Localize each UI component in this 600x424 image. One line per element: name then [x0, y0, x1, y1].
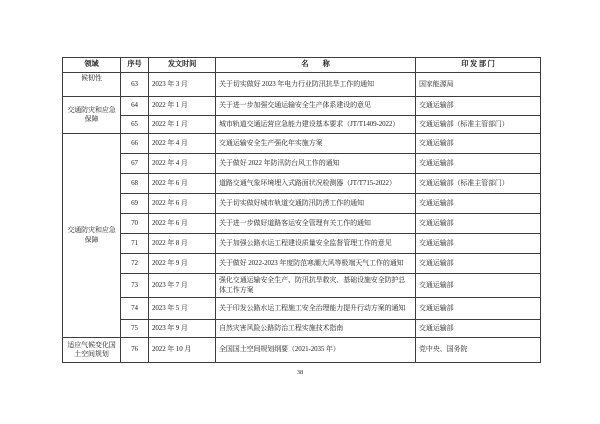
table-row [63, 97, 541, 116]
cell-no: 72 [121, 254, 149, 274]
cell-name: 关于印发公路水运工程施工安全治理能力提升行动方案的通知 [216, 298, 416, 320]
table-row [63, 214, 541, 234]
table-row [63, 134, 541, 154]
cell-date: 2023 年 9 月 [149, 320, 216, 338]
cell-name: 交通运输安全生产强化年实施方案 [216, 134, 416, 154]
cell-dept: 交通运输部 [416, 134, 541, 154]
field-cell-transport-emergency-2: 交通防灾和应急保障 [63, 134, 121, 338]
cell-name: 全国国土空间规划纲要（2021-2035 年） [216, 338, 416, 363]
cell-dept: 国家能源局 [416, 73, 541, 97]
cell-no: 69 [121, 194, 149, 214]
cell-dept: 交通运输部 [416, 274, 541, 298]
cell-name: 关于进一步做好道路客运安全管理有关工作的通知 [216, 214, 416, 234]
header-field: 领域 [63, 58, 121, 73]
cell-dept: 交通运输部 [416, 298, 541, 320]
cell-dept: 交通运输部 [416, 320, 541, 338]
cell-date: 2022 年 4 月 [149, 154, 216, 174]
cell-no: 66 [121, 134, 149, 154]
cell-name: 关于加强公路水运工程建设质量安全监督管理工作的意见 [216, 234, 416, 254]
cell-name: 自然灾害风险公路防治工程实施技术指南 [216, 320, 416, 338]
cell-date: 2022 年 6 月 [149, 214, 216, 234]
table-row [63, 174, 541, 194]
cell-date: 2022 年 10 月 [149, 338, 216, 363]
table-header-row [63, 58, 541, 73]
cell-no: 73 [121, 274, 149, 298]
table-row [63, 274, 541, 298]
cell-no: 65 [121, 116, 149, 134]
cell-date: 2022 年 1 月 [149, 97, 216, 116]
header-date: 发文时间 [149, 58, 216, 73]
header-dept: 印 发 部 门 [416, 58, 541, 73]
cell-date: 2022 年 6 月 [149, 174, 216, 194]
cell-dept: 交通运输部 [416, 214, 541, 234]
cell-name: 强化交通运输安全生产、防汛抗旱救灾、基础设施安全防护总体工作方案 [216, 274, 416, 298]
table-row [63, 298, 541, 320]
cell-date: 2022 年 8 月 [149, 234, 216, 254]
cell-date: 2022 年 9 月 [149, 254, 216, 274]
cell-no: 68 [121, 174, 149, 194]
cell-no: 76 [121, 338, 149, 363]
cell-date: 2023 年 3 月 [149, 73, 216, 97]
cell-dept: 党中央、国务院 [416, 338, 541, 363]
cell-dept: 交通运输部（标准主管部门） [416, 116, 541, 134]
cell-date: 2023 年 5 月 [149, 298, 216, 320]
cell-dept: 交通运输部（标准主管部门） [416, 174, 541, 194]
header-no: 序号 [121, 58, 149, 73]
cell-dept: 交通运输部 [416, 194, 541, 214]
cell-no: 63 [121, 73, 149, 97]
cell-date: 2022 年 6 月 [149, 194, 216, 214]
table-row [63, 320, 541, 338]
cell-name: 关于切实做好 2023 年电力行业防汛抗旱工作的通知 [216, 73, 416, 97]
header-name: 名 称 [216, 58, 416, 73]
cell-date: 2022 年 4 月 [149, 134, 216, 154]
cell-name: 关于做好 2022-2023 年度防范寒潮大风等极端天气工作的通知 [216, 254, 416, 274]
table-row [63, 154, 541, 174]
cell-no: 67 [121, 154, 149, 174]
table-row [63, 194, 541, 214]
cell-dept: 交通运输部 [416, 234, 541, 254]
cell-name: 道路交通气象环境埋入式路面状况检测器（JT/T715-2022） [216, 174, 416, 194]
cell-dept: 交通运输部 [416, 154, 541, 174]
page-number: 38 [296, 369, 304, 376]
field-cell-climate-resilience: 候韧性 [63, 73, 121, 97]
table-row [63, 73, 541, 97]
table-row [63, 338, 541, 363]
cell-date: 2022 年 1 月 [149, 116, 216, 134]
cell-no: 71 [121, 234, 149, 254]
cell-name: 关于切实做好城市轨道交通防汛防涝工作的通知 [216, 194, 416, 214]
cell-no: 70 [121, 214, 149, 234]
cell-name: 城市轨道交通运营应急能力建设基本要求（JT/T1409-2022） [216, 116, 416, 134]
cell-dept: 交通运输部 [416, 97, 541, 116]
policy-table [62, 57, 541, 363]
field-cell-land-spatial-planning: 适应气候变化国土空间规划 [63, 338, 121, 363]
field-cell-transport-emergency-1: 交通防灾和应急保障 [63, 97, 121, 134]
cell-no: 74 [121, 298, 149, 320]
cell-no: 64 [121, 97, 149, 116]
cell-dept: 交通运输部 [416, 254, 541, 274]
cell-no: 75 [121, 320, 149, 338]
table-row [63, 116, 541, 134]
cell-date: 2023 年 7 月 [149, 274, 216, 298]
cell-name: 关于做好 2022 年防汛防台风工作的通知 [216, 154, 416, 174]
table-row [63, 234, 541, 254]
cell-name: 关于进一步加强交通运输安全生产体系建设的意见 [216, 97, 416, 116]
table-row [63, 254, 541, 274]
